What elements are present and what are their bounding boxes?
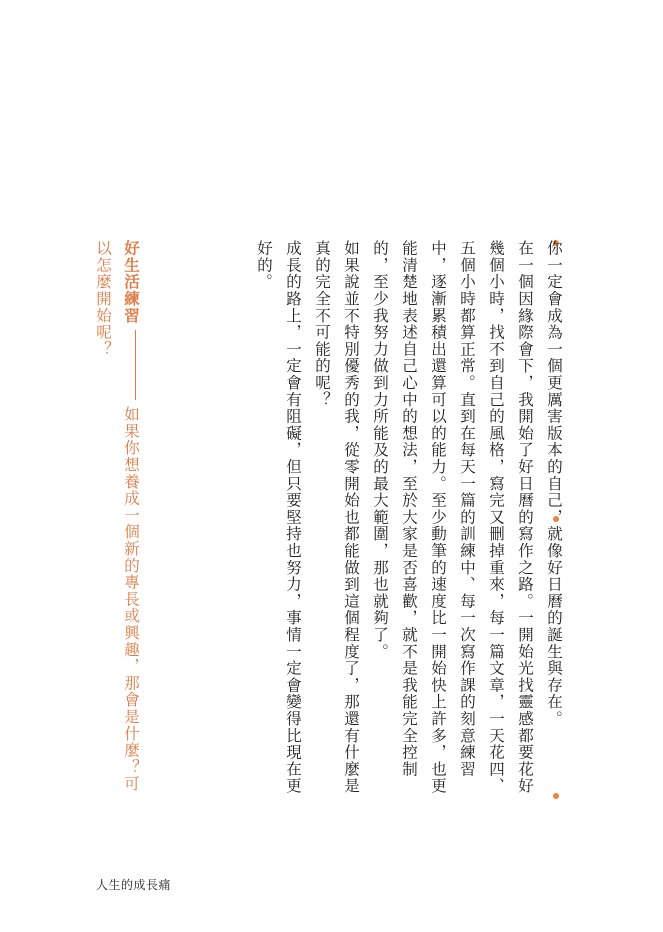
body-paragraph: 如果說並不特別優秀的我，從零開始也都能做到這個程度了，那還有什麼是真的完全不可能的呢？	[313, 240, 360, 795]
footer-book-title: 人生的成長痛	[96, 878, 172, 892]
body-text	[148, 240, 568, 800]
practice-heading: 好生活練習	[122, 240, 141, 324]
body-paragraph: 在一個因緣際會下，我開始了好日曆的寫作之路。一開始光找靈感都要花好幾個小時，找不到自己的風格，寫完又刪掉重來，每一篇文章，一天花四、五個小時都算正常。直到在每天一篇的訓練中、每一次寫作課的刻意練習中，逐漸累積出還算可以的能力。至少動筆的速度比一開始快上許多，也更能清楚地表述自己心中的想法，至於大家是否喜歡，就不是我能完全控制的，至少我努力做到力所能及的最大範圍，那也就夠了。	[371, 240, 534, 795]
body-paragraph: 成長的路上，一定會有阻礙，但只要堅持也努力，事情一定會變得比現在更好的。	[255, 240, 302, 795]
practice-divider	[135, 330, 136, 400]
practice-question: 如果你想養成一個新的專長或興趣，那會是什麼？可以怎麼開始呢？	[94, 240, 140, 793]
body-paragraph: 你一定會成為一個更厲害版本的自己，就像好日曆的誕生與存在。	[545, 240, 563, 728]
practice-section	[85, 240, 145, 800]
